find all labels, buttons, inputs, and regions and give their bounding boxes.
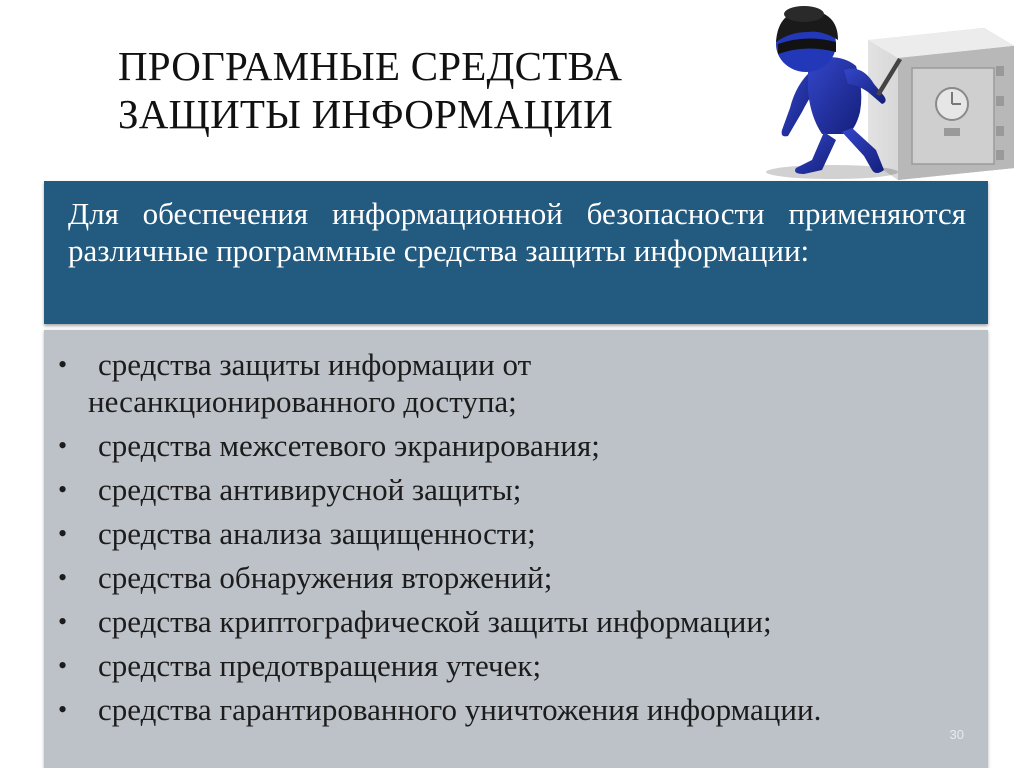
page-number: 30 [949,727,964,742]
list-item-text: средства защиты информации от [98,347,532,382]
slide-title [118,42,738,138]
thief-with-safe-illustration [752,0,1024,182]
bullet-icon: • [58,475,68,504]
list-item-text: средства анализа защищенности; [98,516,536,551]
bullet-icon: • [58,563,68,592]
safe-icon [868,28,1014,180]
list-item [58,346,968,420]
list-item [58,427,968,464]
list-item-text: средства обнаружения вторжений; [98,560,553,595]
bullet-icon: • [58,519,68,548]
list-item [58,691,968,728]
list-item [58,471,968,508]
slide-title-line-2: ЗАЩИТЫ ИНФОРМАЦИИ [118,91,613,137]
list-item-text: средства гарантированного уничтожения информации. [98,692,822,727]
bullet-icon: • [58,607,68,636]
bullet-icon: • [58,350,68,379]
slide-title-line-1: ПРОГРАМНЫЕ СРЕДСТВА [118,43,623,89]
list-item [58,515,968,552]
list-item-text-continuation: несанкционированного доступа; [88,384,517,419]
tools-list-panel [44,330,988,768]
list-item-text: средства криптографической защиты информации; [98,604,772,639]
thief-illustration-svg [752,0,1024,182]
list-item [58,559,968,596]
list-item [58,603,968,640]
intro-text: Для обеспечения информационной безопасности применяются различные программные средства защиты информации: [68,196,966,268]
list-item-text: средства межсетевого экранирования; [98,428,600,463]
list-item-text: средства предотвращения утечек; [98,648,542,683]
list-item-text: средства антивирусной защиты; [98,472,522,507]
bullet-icon: • [58,651,68,680]
intro-panel [44,181,988,324]
bullet-icon: • [58,695,68,724]
bullet-icon: • [58,431,68,460]
list-item [58,647,968,684]
security-tools-list [58,346,968,735]
